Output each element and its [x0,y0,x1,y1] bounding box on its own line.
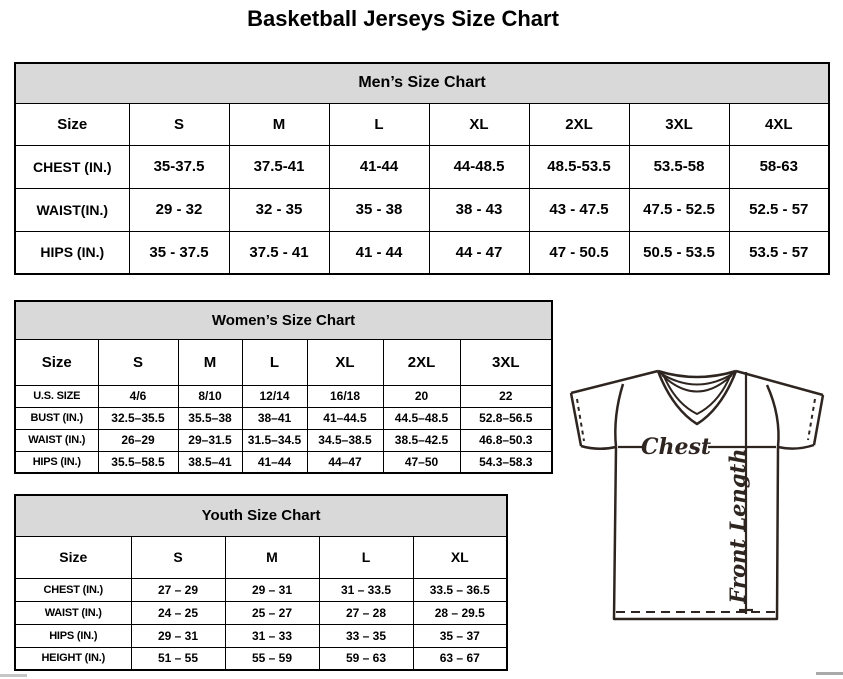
table-row [15,145,829,188]
jersey-right-armhole-seam [767,385,779,447]
value-cell: 54.3–58.3 [460,451,552,473]
row-label: WAIST (IN.) [15,429,98,451]
value-cell: 22 [460,385,552,407]
col-header: Size [15,339,98,385]
value-cell: 38.5–41 [178,451,242,473]
value-cell: 35 - 37.5 [129,231,229,274]
value-cell: 44-48.5 [429,145,529,188]
value-cell: 55 – 59 [225,647,319,670]
womens-section-title: Women’s Size Chart [15,301,552,339]
col-header: S [98,339,178,385]
col-header: XL [429,103,529,145]
value-cell: 34.5–38.5 [307,429,383,451]
jersey-collar-top-arc [658,371,736,377]
table-row [15,601,507,624]
row-label: CHEST (IN.) [15,578,131,601]
row-label: HIPS (IN.) [15,451,98,473]
value-cell: 58-63 [729,145,829,188]
value-cell: 29–31.5 [178,429,242,451]
value-cell: 63 – 67 [413,647,507,670]
value-cell: 44.5–48.5 [383,407,460,429]
table-row [15,647,507,670]
value-cell: 52.8–56.5 [460,407,552,429]
col-header: 2XL [529,103,629,145]
value-cell: 43 - 47.5 [529,188,629,231]
row-label: HEIGHT (IN.) [15,647,131,670]
table-row [15,103,829,145]
table-row [15,301,552,339]
value-cell: 8/10 [178,385,242,407]
value-cell: 38.5–42.5 [383,429,460,451]
jersey-right-sleeve-bottom [778,445,814,449]
value-cell: 41 - 44 [329,231,429,274]
jersey-left-shoulder [571,371,658,393]
row-label: WAIST(IN.) [15,188,129,231]
table-row [15,429,552,451]
table-row [15,407,552,429]
row-label: HIPS (IN.) [15,624,131,647]
table-row [15,578,507,601]
jersey-right-sleeve-dashed-seam [808,399,815,440]
value-cell: 32 - 35 [229,188,329,231]
youth-section-title: Youth Size Chart [15,495,507,536]
row-label: WAIST (IN.) [15,601,131,624]
value-cell: 12/14 [242,385,307,407]
value-cell: 47–50 [383,451,460,473]
table-row [15,536,507,578]
page-title: Basketball Jerseys Size Chart [247,6,559,31]
value-cell: 31.5–34.5 [242,429,307,451]
value-cell: 59 – 63 [319,647,413,670]
horizontal-scrollbar-fragment-right[interactable] [816,672,843,675]
chest-label: Chest [640,434,712,460]
col-header: L [319,536,413,578]
jersey-left-sleeve-bottom [581,446,616,449]
value-cell: 37.5-41 [229,145,329,188]
value-cell: 41-44 [329,145,429,188]
jersey-body-outline [614,447,778,619]
value-cell: 48.5-53.5 [529,145,629,188]
value-cell: 37.5 - 41 [229,231,329,274]
mens-size-table [14,62,830,275]
jersey-right-shoulder [736,371,823,395]
table-row [15,495,507,536]
value-cell: 53.5-58 [629,145,729,188]
table-row [15,624,507,647]
mens-section-title: Men’s Size Chart [15,63,829,103]
row-label: U.S. SIZE [15,385,98,407]
row-label: CHEST (IN.) [15,145,129,188]
jersey-left-armhole-seam [615,384,623,447]
col-header: L [329,103,429,145]
col-header: Size [15,536,131,578]
value-cell: 35 - 38 [329,188,429,231]
col-header: S [129,103,229,145]
value-cell: 44 - 47 [429,231,529,274]
col-header: 3XL [460,339,552,385]
value-cell: 4/6 [98,385,178,407]
value-cell: 41–44 [242,451,307,473]
value-cell: 25 – 27 [225,601,319,624]
value-cell: 29 - 32 [129,188,229,231]
table-row [15,451,552,473]
value-cell: 52.5 - 57 [729,188,829,231]
value-cell: 51 – 55 [131,647,225,670]
value-cell: 29 – 31 [225,578,319,601]
col-header: S [131,536,225,578]
front-length-label: Front Length [725,448,750,604]
value-cell: 33 – 35 [319,624,413,647]
value-cell: 38–41 [242,407,307,429]
value-cell: 24 – 25 [131,601,225,624]
value-cell: 31 – 33 [225,624,319,647]
col-header: M [229,103,329,145]
col-header: M [178,339,242,385]
value-cell: 28 – 29.5 [413,601,507,624]
col-header: 4XL [729,103,829,145]
table-row [15,385,552,407]
col-header: XL [307,339,383,385]
value-cell: 27 – 29 [131,578,225,601]
value-cell: 47 - 50.5 [529,231,629,274]
value-cell: 20 [383,385,460,407]
table-row [15,188,829,231]
value-cell: 32.5–35.5 [98,407,178,429]
value-cell: 53.5 - 57 [729,231,829,274]
row-label: HIPS (IN.) [15,231,129,274]
value-cell: 47.5 - 52.5 [629,188,729,231]
table-row [15,231,829,274]
value-cell: 16/18 [307,385,383,407]
col-header: L [242,339,307,385]
col-header: XL [413,536,507,578]
womens-size-table [14,300,553,474]
value-cell: 26–29 [98,429,178,451]
col-header: 3XL [629,103,729,145]
col-header: Size [15,103,129,145]
value-cell: 35.5–38 [178,407,242,429]
value-cell: 33.5 – 36.5 [413,578,507,601]
value-cell: 35.5–58.5 [98,451,178,473]
value-cell: 38 - 43 [429,188,529,231]
value-cell: 44–47 [307,451,383,473]
jersey-measurement-diagram [556,358,843,633]
col-header: M [225,536,319,578]
col-header: 2XL [383,339,460,385]
value-cell: 31 – 33.5 [319,578,413,601]
jersey-left-sleeve-end [571,393,581,446]
value-cell: 35-37.5 [129,145,229,188]
value-cell: 41–44.5 [307,407,383,429]
youth-size-table [14,494,508,671]
value-cell: 46.8–50.3 [460,429,552,451]
value-cell: 27 – 28 [319,601,413,624]
horizontal-scrollbar-fragment-left[interactable] [0,674,27,677]
table-row [15,63,829,103]
value-cell: 35 – 37 [413,624,507,647]
table-row [15,339,552,385]
row-label: BUST (IN.) [15,407,98,429]
value-cell: 29 – 31 [131,624,225,647]
value-cell: 50.5 - 53.5 [629,231,729,274]
